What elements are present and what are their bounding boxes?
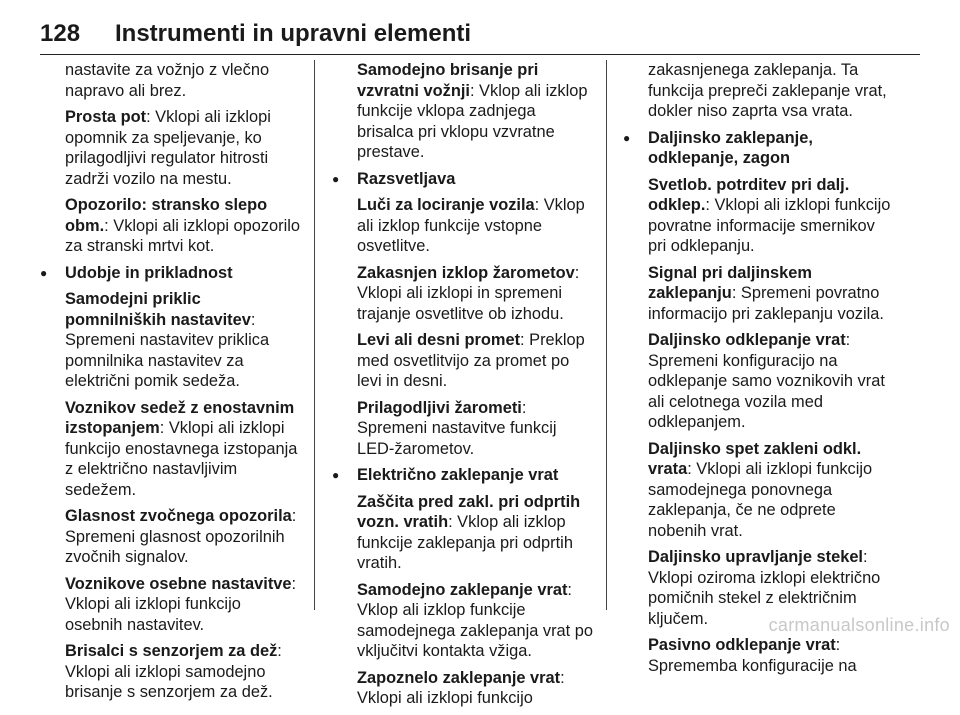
column-divider <box>606 60 607 610</box>
term: Svetlob. potrditev pri dalj. odklep. <box>648 175 850 214</box>
term: Luči za lociranje vozila <box>357 196 535 214</box>
term: Levi ali desni promet <box>357 331 521 349</box>
term: Zaščita pred zakl. pri odprtih vozn. vratih <box>357 492 581 531</box>
paragraph: Zaščita pred zakl. pri odprtih vozn. vratih: Vklop ali izklop funkcije zaklepanja pri odprtih vratih. <box>357 492 581 572</box>
term: Prilagodljivi žarometi <box>357 398 522 417</box>
term: Voznikov sedež z enostavnim izstopanjem <box>65 398 295 437</box>
text-column-1 <box>40 60 302 709</box>
term: Zapoznelo zaklepanje vrat <box>357 668 561 687</box>
paragraph: zakasnjenega zaklepanja. Ta funkcija prepreči zaklepanje vrat, dokler niso zaprta vsa vrata. <box>648 61 887 120</box>
term: Samodejno zaklepanje vrat <box>357 580 568 599</box>
paragraph: Samodejni priklic pomnilniških nastavitev: Spremeni nastavitev priklica pomnilnika nastavitev za električni pomik sedeža. <box>65 290 270 390</box>
chapter-title: Instrumenti in upravni elementi <box>115 20 472 47</box>
text-column-2 <box>332 60 594 715</box>
paragraph: Samodejno zaklepanje vrat: Vklop ali izklop funkcije samodejnega zaklepanja vrat po vključitvi kontakta vžiga. <box>357 580 593 660</box>
term: Prosta pot <box>65 108 147 126</box>
paragraph: Signal pri daljinskem zaklepanju: Spremeni povratno informacijo pri zaklepanju vozila. <box>648 263 884 323</box>
term: Glasnost zvočnega opozorila <box>65 507 292 525</box>
paragraph: Brisalci s senzorjem za dež: Vklopi ali izklopi samodejno brisanje s senzorjem za dež. <box>65 642 282 701</box>
column-divider <box>314 60 315 610</box>
paragraph: Daljinsko spet zakleni odkl. vrata: Vklopi ali izklopi funkcijo samodejnega ponovnega zaklepanja, če ne odprete nobenih vrat. <box>648 439 873 540</box>
term: Daljinsko odklepanje vrat <box>648 331 846 349</box>
text-column-3 <box>623 60 891 682</box>
paragraph: Prilagodljivi žarometi: Spremeni nastavitve funkcij LED-žarometov. <box>357 398 557 458</box>
paragraph: Samodejno brisanje pri vzvratni vožnji: Vklop ali izklop funkcije vklopa zadnjega brisalca pri vklopu vzvratne prestave. <box>357 61 588 161</box>
watermark: carmanualsonline.info <box>768 615 950 635</box>
paragraph: Zakasnjen izklop žarometov: Vklopi ali izklopi in spremeni trajanje osvetlitve ob izhodu. <box>357 263 580 323</box>
paragraph: Glasnost zvočnega opozorila: Spremeni glasnost opozorilnih zvočnih signalov. <box>65 507 297 566</box>
paragraph: Svetlob. potrditev pri dalj. odklep.: Vklopi ali izklopi funkcijo povratne informacije smernikov pri odklepanju. <box>648 175 891 255</box>
paragraph: Pasivno odklepanje vrat: Sprememba konfiguracije na <box>648 636 857 675</box>
page-header <box>40 20 920 55</box>
term: Opozorilo: stransko slepo obm. <box>65 196 268 235</box>
paragraph: Levi ali desni promet: Preklop med osvetlitvijo za promet po levi in desni. <box>357 331 585 390</box>
paragraph: Voznikove osebne nastavitve: Vklopi ali izklopi funkcijo osebnih nastavitev. <box>65 574 297 634</box>
bullet-heading: ● Daljinsko zaklepanje, odklepanje, zagon <box>648 128 891 169</box>
page-number: 128 <box>40 20 81 47</box>
term: Zakasnjen izklop žarometov <box>357 263 575 282</box>
paragraph: Zapoznelo zaklepanje vrat: Vklopi ali izklopi funkcijo <box>357 668 565 707</box>
bullet-heading: ● Razsvetljava <box>357 169 594 190</box>
term: Pasivno odklepanje vrat <box>648 636 836 654</box>
bullet-heading: ● Električno zaklepanje vrat <box>357 465 594 486</box>
term: Samodejno brisanje pri vzvratni vožnji <box>357 61 539 100</box>
paragraph: Daljinsko upravljanje stekel: Vklopi oziroma izklopi električno pomičnih stekel z električnim ključem. <box>648 548 881 628</box>
paragraph: Voznikov sedež z enostavnim izstopanjem: Vklopi ali izklopi funkcijo enostavnega izstopanja z električno nastavljivim sedežem. <box>65 398 298 499</box>
paragraph: Opozorilo: stransko slepo obm.: Vklopi ali izklopi opozorilo za stranski mrtvi kot. <box>65 196 301 255</box>
paragraph: Prosta pot: Vklopi ali izklopi opomnik za speljevanje, ko prilagodljivi regulator hitrosti zadrži vozilo na mestu. <box>65 108 271 188</box>
term: Samodejni priklic pomnilniških nastavitev <box>65 290 251 329</box>
term: Daljinsko upravljanje stekel <box>648 548 863 566</box>
term: Brisalci s senzorjem za dež <box>65 642 278 660</box>
paragraph: nastavite za vožnjo z vlečno napravo ali brez. <box>65 61 270 100</box>
term: Signal pri daljinskem zaklepanju <box>648 263 812 302</box>
bullet-heading: ● Udobje in prikladnost <box>65 263 302 284</box>
paragraph: Daljinsko odklepanje vrat: Spremeni konfiguracijo na odklepanje samo voznikovih vrat ali celotnega vozila med odklepanjem. <box>648 331 885 431</box>
term: Daljinsko spet zakleni odkl. vrata <box>648 439 862 478</box>
term: Voznikove osebne nastavitve <box>65 574 292 593</box>
paragraph: Luči za lociranje vozila: Vklop ali izklop funkcije vstopne osvetlitve. <box>357 196 585 255</box>
